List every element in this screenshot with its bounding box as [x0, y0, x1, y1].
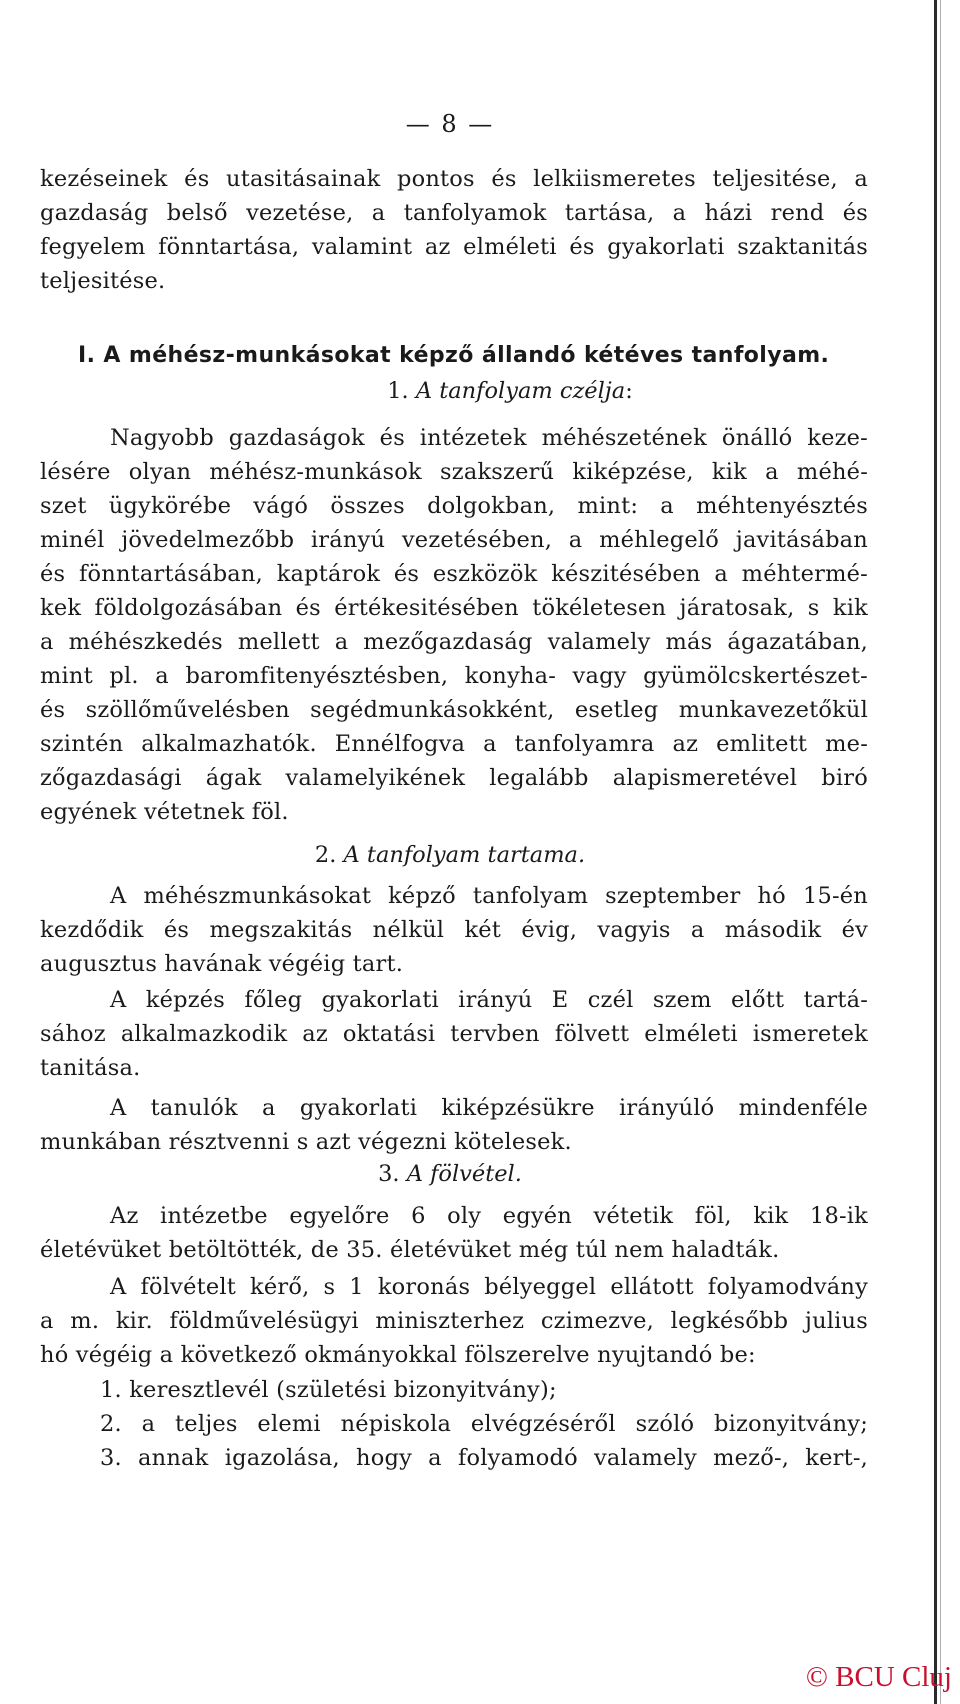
page-edge-rule — [934, 0, 937, 1704]
paragraph-line: augusztus havának végéig tart. — [40, 951, 404, 977]
paragraph-line: lésére olyan méhész-munkások szakszerű kiképzése, kik a méhé- — [40, 459, 868, 485]
paragraph-line: minél jövedelmezőbb irányú vezetésében, a méhlegelő javitásában — [40, 527, 868, 553]
intro-line: gazdaság belső vezetése, a tanfolyamok tartása, a házi rend és — [40, 200, 868, 226]
subheading-1 — [60, 378, 960, 404]
subheading-number: 2. — [314, 842, 337, 868]
paragraph-line: munkában résztvenni s azt végezni kötelesek. — [40, 1129, 572, 1155]
list-item: 2. a teljes elemi népiskola elvégzéséről szóló bizonyitvány; — [100, 1411, 868, 1437]
page-edge-rule-thin — [940, 0, 941, 1704]
section-heading: I. A méhész-munkásokat képző állandó kétéves tanfolyam. — [78, 343, 830, 368]
paragraph-line: és szöllőművelésben segédmunkásokként, esetleg munkavezetőkül — [40, 697, 868, 723]
paragraph-line: Nagyobb gazdaságok és intézetek méhészetének önálló keze- — [110, 425, 868, 451]
library-watermark: © BCU Cluj — [805, 1661, 952, 1693]
paragraph-line: A fölvételt kérő, s 1 koronás bélyeggel ellátott folyamodvány — [110, 1274, 868, 1300]
subheading-title: A fölvétel. — [406, 1161, 522, 1187]
subheading-title: A tanfolyam czélja — [415, 378, 626, 404]
paragraph-line: tanitása. — [40, 1055, 141, 1081]
list-item: 1. keresztlevél (születési bizonyitvány); — [100, 1377, 557, 1403]
paragraph-line: szintén alkalmazhatók. Ennélfogva a tanfolyamra az emlitett me- — [40, 731, 868, 757]
page-number: — 8 — — [405, 110, 495, 138]
subheading-number: 1. — [387, 378, 409, 404]
paragraph-line: a méhészkedés mellett a mezőgazdaság valamely más ágazatában, — [40, 629, 868, 655]
paragraph-line: sához alkalmazkodik az oktatási tervben fölvett elméleti ismeretek — [40, 1021, 868, 1047]
paragraph-line: mint pl. a baromfitenyésztésben, konyha- vagy gyümölcskertészet- — [40, 663, 868, 689]
paragraph-line: kek földolgozásában és értékesitésében tökéletesen járatosak, s kik — [40, 595, 868, 621]
paragraph-line: A képzés főleg gyakorlati irányú E czél szem előtt tartá- — [110, 987, 868, 1013]
paragraph-line: egyének vétetnek föl. — [40, 799, 289, 825]
paragraph-line: és fönntartásában, kaptárok és eszközök készitésében a méhtermé- — [40, 561, 868, 587]
paragraph-line: Az intézetbe egyelőre 6 oly egyén vétetik föl, kik 18-ik — [110, 1203, 868, 1229]
paragraph-line: A tanulók a gyakorlati kiképzésükre irányúló mindenféle — [110, 1095, 868, 1121]
intro-line: kezéseinek és utasitásainak pontos és lelkiismeretes teljesitése, a — [40, 166, 868, 192]
subheading-3 — [0, 1161, 900, 1187]
subheading-title: A tanfolyam tartama. — [343, 842, 586, 868]
paragraph-line: életévüket betöltötték, de 35. életévüket még túl nem haladták. — [40, 1237, 780, 1263]
intro-line: teljesitése. — [40, 268, 166, 294]
paragraph-line: kezdődik és megszakitás nélkül két évig, vagyis a második év — [40, 917, 868, 943]
paragraph-line: a m. kir. földművelésügyi miniszterhez czimezve, legkésőbb julius — [40, 1308, 868, 1334]
intro-line: fegyelem fönntartása, valamint az elméleti és gyakorlati szaktanitás — [40, 234, 868, 260]
paragraph-line: A méhészmunkásokat képző tanfolyam szeptember hó 15-én — [110, 883, 868, 909]
list-item: 3. annak igazolása, hogy a folyamodó valamely mező-, kert-, — [100, 1445, 868, 1471]
paragraph-line: hó végéig a következő okmányokkal fölszerelve nyujtandó be: — [40, 1342, 756, 1368]
subheading-2 — [0, 842, 900, 868]
paragraph-line: zőgazdasági ágak valamelyikének legalább alapismeretével biró — [40, 765, 868, 791]
paragraph-line: szet ügykörébe vágó összes dolgokban, mint: a méhtenyésztés — [40, 493, 868, 519]
subheading-suffix: : — [625, 378, 633, 404]
subheading-number: 3. — [378, 1161, 400, 1187]
